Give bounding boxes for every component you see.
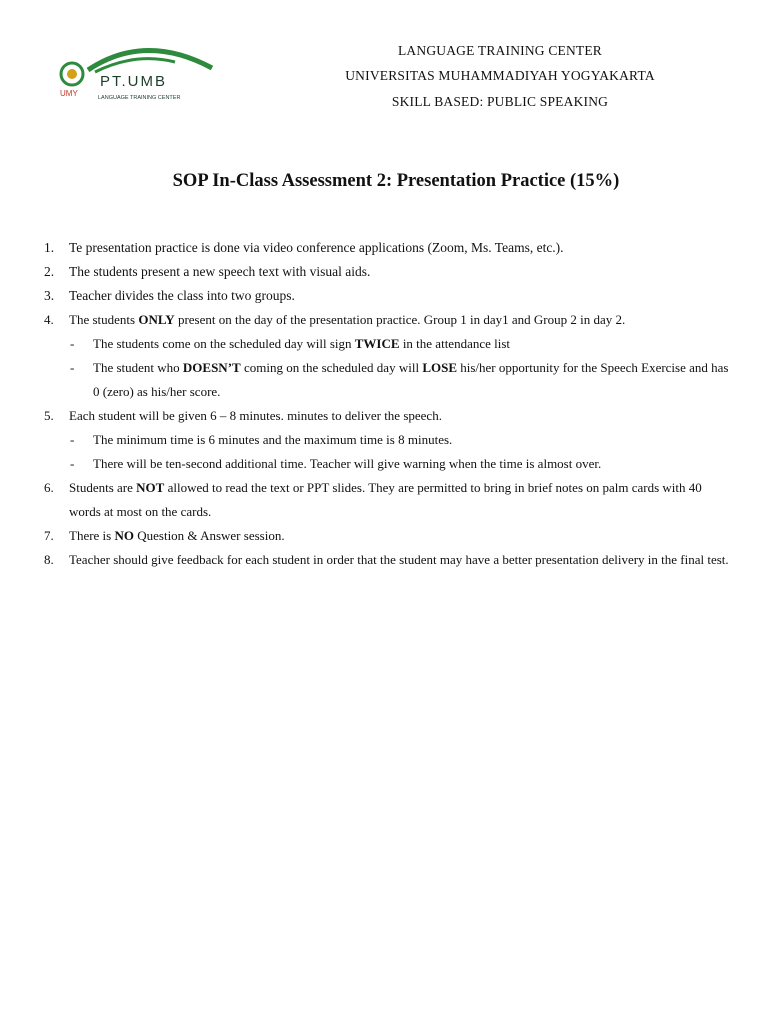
page-title: SOP In-Class Assessment 2: Presentation Practice (15%) xyxy=(172,171,620,191)
list-item: 1. Te presentation practice is done via video conference applications (Zoom, Ms. Teams, etc.). xyxy=(44,240,564,255)
umy-logo-text: UMY xyxy=(60,89,78,98)
list-subitem: - The student who DOESN’T coming on the scheduled day will LOSE his/her opportunity for the Speech Exercise and has 0 (zero) as his/her score. xyxy=(70,360,729,399)
logo-graphic xyxy=(50,40,230,106)
list-subitem: - There will be ten-second additional time. Teacher will give warning when the time is almost over. xyxy=(70,456,602,471)
list-item: 3. Teacher divides the class into two groups. xyxy=(44,288,295,303)
org-line-2: UNIVERSITAS MUHAMMADIYAH YOGYAKARTA xyxy=(345,68,655,83)
list-item: 8. Teacher should give feedback for each student in order that the student may have a better presentation delivery in the final test. xyxy=(44,552,729,567)
list-item: 2. The students present a new speech text with visual aids. xyxy=(44,264,371,279)
logo-caption-text: LANGUAGE TRAINING CENTER xyxy=(98,95,181,101)
list-subitem: - The minimum time is 6 minutes and the maximum time is 8 minutes. xyxy=(70,432,453,447)
list-item: 6. Students are NOT allowed to read the text or PPT slides. They are permitted to bring in brief notes on palm cards with 40 words at most on the cards. xyxy=(44,480,702,519)
org-line-1: LANGUAGE TRAINING CENTER xyxy=(397,43,603,58)
logo-brand-text: PT.UMB xyxy=(100,73,168,90)
list-item: 4. The students ONLY present on the day of the presentation practice. Group 1 in day1 and Group 2 in day 2. xyxy=(44,312,626,327)
list-subitem: - The students come on the scheduled day will sign TWICE in the attendance list xyxy=(70,336,511,351)
org-line-3: SKILL BASED: PUBLIC SPEAKING xyxy=(391,94,609,109)
list-item: 5. Each student will be given 6 – 8 minutes. minutes to deliver the speech. xyxy=(44,408,442,423)
institution-logo xyxy=(50,40,230,106)
list-item: 7. There is NO Question & Answer session. xyxy=(44,528,285,543)
sop-list xyxy=(44,236,734,572)
